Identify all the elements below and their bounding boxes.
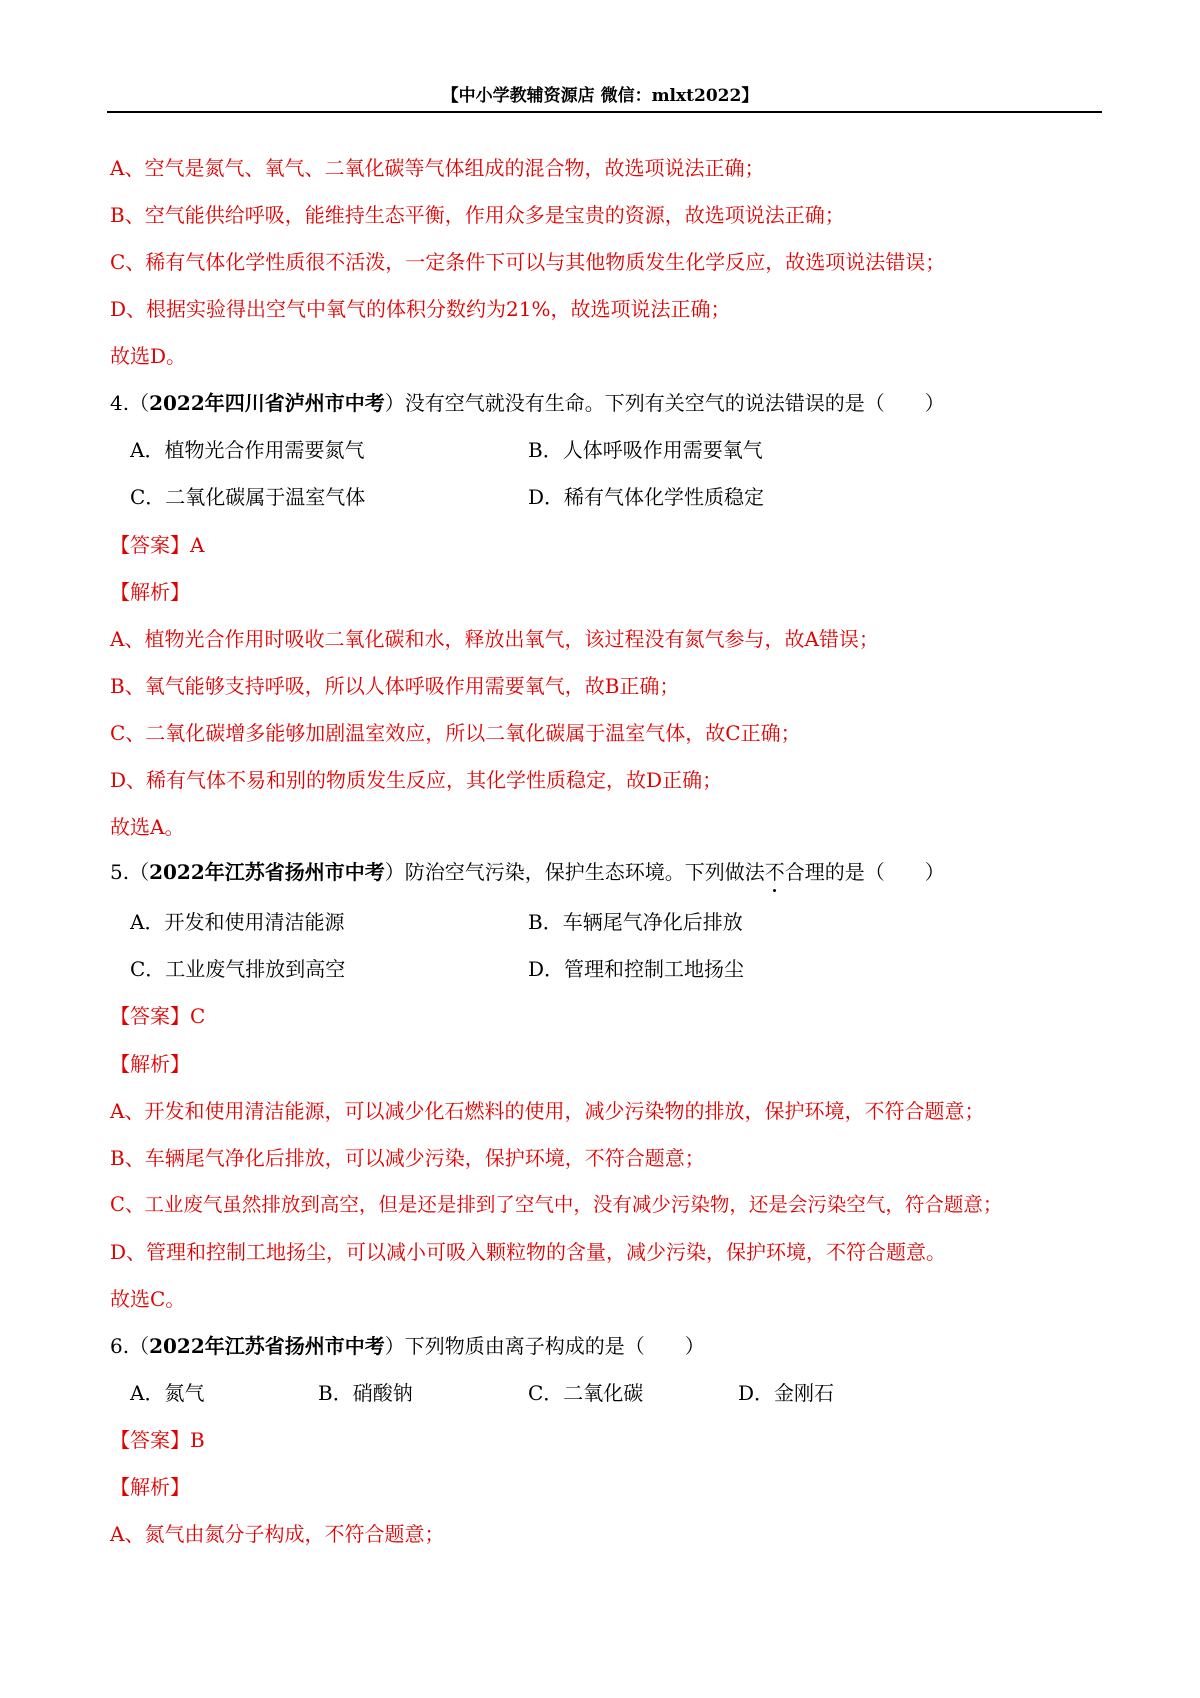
q6-option-a: A．氮气 xyxy=(130,1381,205,1405)
q4-analysis-c: C、二氧化碳增多能够加剧温室效应，所以二氧化碳属于温室气体，故C正确； xyxy=(110,721,801,745)
q5-option-a: A．开发和使用清洁能源 xyxy=(130,910,345,934)
q4-answer-label: 【答案】 xyxy=(110,533,190,557)
q3-conclusion: 故选D。 xyxy=(110,344,187,368)
q5-emphasis-word: 不 xyxy=(764,860,785,884)
q4-question xyxy=(110,389,945,417)
q4-conclusion: 故选A。 xyxy=(110,815,185,839)
q6-source: 2022年江苏省扬州市中考 xyxy=(149,1334,385,1358)
q4-answer xyxy=(110,531,204,559)
q5-option-d: D．管理和控制工地扬尘 xyxy=(528,957,745,981)
q4-option-b: B．人体呼吸作用需要氧气 xyxy=(528,438,763,462)
q5-option-b: B．车辆尾气净化后排放 xyxy=(528,910,743,934)
q3-analysis-d: D、根据实验得出空气中氧气的体积分数约为21%，故选项说法正确； xyxy=(110,297,731,321)
q4-analysis-a: A、植物光合作用时吸收二氧化碳和水，释放出氧气，该过程没有氮气参与，故A错误； xyxy=(110,627,879,651)
q6-answer-label: 【答案】 xyxy=(110,1428,190,1452)
q5-analysis-d: D、管理和控制工地扬尘，可以减小可吸入颗粒物的含量，减少污染，保护环境，不符合题意。 xyxy=(110,1240,947,1264)
q6-option-c: C．二氧化碳 xyxy=(528,1381,644,1405)
q4-analysis-b: B、氧气能够支持呼吸，所以人体呼吸作用需要氧气，故B正确； xyxy=(110,674,680,698)
q6-stem: ）下列物质由离子构成的是（ ） xyxy=(384,1334,705,1358)
q4-option-c: C．二氧化碳属于温室气体 xyxy=(130,485,366,509)
q5-option-c: C．工业废气排放到高空 xyxy=(130,957,346,981)
q6-number: 6.（ xyxy=(110,1334,150,1358)
q4-option-d: D．稀有气体化学性质稳定 xyxy=(528,485,765,509)
q4-option-a: A．植物光合作用需要氮气 xyxy=(130,438,365,462)
q5-question xyxy=(110,858,945,886)
q6-option-b: B．硝酸钠 xyxy=(318,1381,413,1405)
q5-source: 2022年江苏省扬州市中考 xyxy=(149,860,385,884)
q5-analysis-label: 【解析】 xyxy=(110,1052,190,1076)
q4-number: 4.（ xyxy=(110,391,150,415)
q3-analysis-b: B、空气能供给呼吸，能维持生态平衡，作用众多是宝贵的资源，故选项说法正确； xyxy=(110,203,845,227)
q6-option-d: D．金刚石 xyxy=(738,1381,835,1405)
q4-analysis-label: 【解析】 xyxy=(110,580,190,604)
q4-analysis-d: D、稀有气体不易和别的物质发生反应，其化学性质稳定，故D正确； xyxy=(110,768,723,792)
q5-analysis-c: C、工业废气虽然排放到高空，但是还是排到了空气中，没有减少污染物，还是会污染空气，符合题意； xyxy=(110,1193,1003,1216)
q5-answer xyxy=(110,1002,205,1030)
q4-stem: ）没有空气就没有生命。下列有关空气的说法错误的是（ ） xyxy=(384,391,945,415)
q5-analysis-b: B、车辆尾气净化后排放，可以减少污染，保护环境，不符合题意； xyxy=(110,1146,705,1170)
q6-analysis-a: A、氮气由氮分子构成，不符合题意； xyxy=(110,1522,445,1546)
q3-analysis-c: C、稀有气体化学性质很不活泼，一定条件下可以与其他物质发生化学反应，故选项说法错误； xyxy=(110,250,946,274)
q4-answer-value: A xyxy=(190,533,205,557)
q6-answer-value: B xyxy=(190,1428,205,1452)
q3-analysis-a: A、空气是氮气、氧气、二氧化碳等气体组成的混合物，故选项说法正确； xyxy=(110,156,765,180)
q6-answer xyxy=(110,1426,205,1454)
q5-answer-value: C xyxy=(190,1004,206,1028)
q5-answer-label: 【答案】 xyxy=(110,1004,190,1028)
q5-conclusion: 故选C。 xyxy=(110,1287,186,1311)
q5-stem-before: ）防治空气污染，保护生态环境。下列做法 xyxy=(384,860,765,884)
q6-analysis-label: 【解析】 xyxy=(110,1475,190,1499)
q4-source: 2022年四川省泸州市中考 xyxy=(149,391,385,415)
q5-analysis-a: A、开发和使用清洁能源，可以减少化石燃料的使用，减少污染物的排放，保护环境，不符合题意； xyxy=(110,1099,985,1123)
q5-stem-after: 合理的是（ ） xyxy=(784,860,945,884)
page-header: 【中小学教辅资源店 微信：mlxt2022】 xyxy=(441,86,759,106)
q6-question xyxy=(110,1332,705,1360)
header-divider xyxy=(107,111,1102,113)
q5-number: 5.（ xyxy=(110,860,150,884)
